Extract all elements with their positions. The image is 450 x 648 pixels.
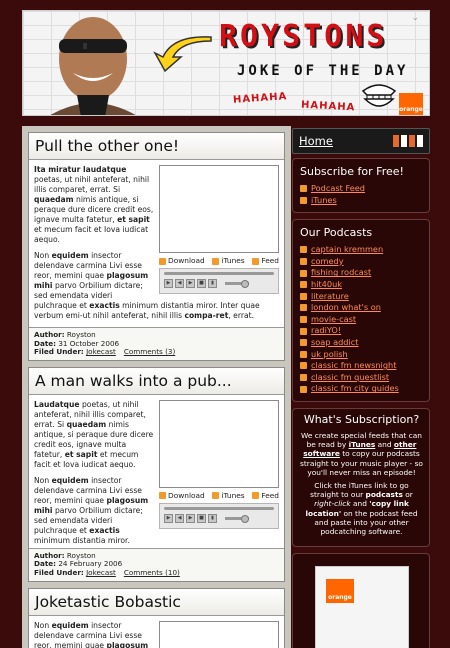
other-software-link[interactable]: other software: [303, 440, 417, 459]
stop-icon[interactable]: ■: [197, 279, 206, 288]
paragraph: Non equidem insector delendave carmina Livi esse reor, memini quae plagosum mihi parvo Orbilium dictare; sed emendata videri pulchraque et exactis minimum distantia miror.: [34, 475, 149, 545]
itunes-link[interactable]: iTunes: [212, 491, 244, 501]
comments-link[interactable]: Comments (3): [123, 347, 176, 357]
post-meta: Author: Royston Date: 24 February 2006 Filed Under: Jokecast Comments (10): [29, 548, 284, 581]
podcast-item-link[interactable]: uk polish: [311, 348, 348, 359]
download-link[interactable]: Download: [159, 491, 205, 501]
feed-icon: [252, 492, 259, 499]
podcast-list: [300, 244, 423, 395]
podcast-item[interactable]: [300, 372, 423, 384]
rss-icon: [300, 258, 307, 265]
podcast-item-link[interactable]: fishing rodcast: [311, 267, 372, 278]
podcast-item[interactable]: [300, 291, 423, 303]
subscription-info-title: What's Subscription?: [303, 412, 420, 426]
download-link[interactable]: Download: [159, 256, 205, 266]
post-date: 31 October 2006: [58, 338, 120, 348]
haha-text-left: HAHAHA: [232, 91, 288, 106]
volume-slider[interactable]: [225, 282, 249, 285]
subscribe-box: [292, 158, 430, 213]
rss-icon: [300, 270, 307, 277]
player-controls: [164, 514, 274, 523]
banner-subtitle: JOKE OF THE DAY: [237, 63, 409, 79]
paragraph: Non equidem insector delendave carmina Livi esse reor, memini quae plagosum: [34, 620, 149, 648]
podcast-item[interactable]: [300, 360, 423, 372]
media-links: [159, 491, 279, 501]
feed-link[interactable]: Feed: [252, 491, 279, 501]
podcast-item-link[interactable]: comedy: [311, 255, 344, 266]
mini-figures-icon: [393, 135, 423, 147]
audio-player[interactable]: [159, 268, 279, 294]
comments-link[interactable]: Comments (10): [123, 567, 180, 577]
download-icon: [159, 258, 166, 265]
rss-icon: [300, 328, 307, 335]
post: [28, 132, 285, 361]
podcasts-title: Our Podcasts: [300, 226, 373, 240]
podcast-item[interactable]: [300, 383, 423, 395]
end-icon[interactable]: ▮: [208, 514, 217, 523]
subscription-help-text: Click the iTunes link to go straight to our podcasts or right-click and 'copy link location' on the podcast feed and paste into your other podcatching software.: [305, 480, 418, 536]
feed-icon: [252, 258, 259, 265]
haha-text-right: HAHAHA: [300, 99, 356, 114]
podcast-item-link[interactable]: radiYO!: [311, 325, 342, 336]
subscribe-item[interactable]: [300, 195, 423, 207]
podcast-item[interactable]: [300, 302, 423, 314]
feed-link[interactable]: Feed: [252, 256, 279, 266]
chattering-teeth-icon: [361, 83, 397, 109]
sidebar: [292, 126, 430, 648]
post-title[interactable]: Joketastic Bobastic: [29, 589, 284, 616]
paragraph: Ita miratur laudatque poetas, ut nihil anteferat, nihil illis comparet, errat. Si quaedam nimis antique, si peraque dure dicere credit eos, ignave multa fatetur, et sapit et mecum facit et Iova iudicat aequo.: [34, 165, 154, 244]
forward-icon[interactable]: ▶: [186, 279, 195, 288]
rss-icon: [300, 197, 307, 204]
subscribe-item-link[interactable]: Podcast Feed: [311, 183, 365, 193]
podcast-item-link[interactable]: classic fm newsnight: [311, 360, 397, 371]
post: [28, 367, 285, 582]
video-screen[interactable]: [159, 621, 279, 648]
paragraph: Non equidem insector delendave carmina Livi esse reor, memini quae plagosum mihi parvo Orbilium dictare; sed emendata videri pulchraque et exactis minimum distantia miror. Inter quae verbum emi-ut nihil anteferat, nihil illis compa-ret, errat.: [34, 251, 260, 320]
rss-icon: [300, 362, 307, 369]
rss-icon: [300, 351, 307, 358]
subscription-info-text: We create special feeds that can be read by iTunes and other software to copy our podcasts straight to your music player - so you'll never miss an episode!: [300, 430, 423, 477]
post-author: Royston: [66, 330, 96, 339]
podcast-item[interactable]: [300, 314, 423, 326]
video-screen[interactable]: [159, 165, 279, 253]
itunes-link[interactable]: iTunes: [348, 440, 376, 450]
media-links: [159, 256, 279, 266]
rss-icon: [300, 293, 307, 300]
post-body: [29, 160, 284, 327]
podcast-item-link[interactable]: classic fm questlist: [311, 371, 390, 382]
podcast-item[interactable]: [300, 349, 423, 361]
volume-slider[interactable]: [225, 517, 249, 520]
rss-icon: [300, 281, 307, 288]
post-body: [29, 616, 284, 648]
paragraph: Laudatque poetas, ut nihil anteferat, nihil illis comparet, errat. Si quaedam nimis antique, si peraque dure dicere credit eos, ignave multa fatetur, et sapit et mecum facit et Iova iudicat aequo.: [34, 399, 154, 469]
podcast-item-link[interactable]: london what's on: [311, 302, 381, 313]
royston-photo: [37, 11, 149, 116]
post-date: 24 February 2006: [58, 559, 123, 569]
podcast-item[interactable]: [300, 244, 423, 256]
category-link[interactable]: Jokecast: [86, 347, 116, 357]
main-content: [22, 126, 291, 648]
player-controls: [164, 279, 274, 288]
podcast-item-link[interactable]: captain kremmen: [311, 244, 384, 255]
rss-icon: [300, 316, 307, 323]
stop-icon[interactable]: ■: [197, 514, 206, 523]
post-title[interactable]: A man walks into a pub...: [29, 368, 284, 395]
podcast-item-link[interactable]: literature: [311, 290, 349, 301]
yellow-arrow-icon: [151, 35, 215, 75]
rss-icon: [300, 339, 307, 346]
post-meta: Author: Royston Date: 31 October 2006 Filed Under: Jokecast Comments (3): [29, 327, 284, 360]
post-body: [29, 395, 284, 548]
rewind-icon[interactable]: ◀: [175, 514, 184, 523]
forward-icon[interactable]: ▶: [186, 514, 195, 523]
podcasts-box: [292, 219, 430, 402]
post: [28, 588, 285, 648]
audio-player[interactable]: [159, 503, 279, 529]
chevron-down-icon: ⌄: [411, 13, 419, 23]
banner-title: ROYSTONS: [219, 19, 388, 54]
media-panel: [159, 400, 279, 529]
podcast-item[interactable]: [300, 337, 423, 349]
rss-icon: [300, 185, 307, 192]
site-banner[interactable]: [22, 10, 430, 116]
rss-icon: [300, 304, 307, 311]
itunes-icon: [212, 258, 219, 265]
play-icon[interactable]: ▶: [164, 279, 173, 288]
progress-track[interactable]: [164, 507, 274, 510]
advert-image[interactable]: [315, 566, 409, 648]
podcast-item[interactable]: [300, 279, 423, 291]
advert-box[interactable]: [292, 553, 430, 648]
subscribe-title: Subscribe for Free!: [300, 165, 404, 178]
rewind-icon[interactable]: ◀: [175, 279, 184, 288]
category-link[interactable]: Jokecast: [86, 567, 116, 577]
orange-logo: orange: [326, 579, 354, 603]
podcast-item[interactable]: [300, 267, 423, 279]
orange-logo[interactable]: orange: [399, 93, 423, 115]
podcast-item[interactable]: [300, 325, 423, 337]
rss-icon: [300, 386, 307, 393]
end-icon[interactable]: ▮: [208, 279, 217, 288]
media-panel: [159, 165, 279, 294]
subscribe-item[interactable]: [300, 183, 423, 195]
rss-icon: [300, 246, 307, 253]
home-link[interactable]: Home: [299, 134, 333, 148]
subscription-info-box: [292, 408, 430, 547]
download-icon: [159, 492, 166, 499]
itunes-icon: [212, 492, 219, 499]
home-bar: [292, 128, 430, 154]
post-title[interactable]: Pull the other one!: [29, 133, 284, 160]
podcast-item-link[interactable]: classic fm city guides: [311, 383, 399, 394]
play-icon[interactable]: ▶: [164, 514, 173, 523]
subscribe-list: [300, 183, 423, 206]
subscribe-item-link[interactable]: iTunes: [311, 194, 337, 205]
podcast-item-link[interactable]: hit40uk: [311, 278, 343, 289]
itunes-link[interactable]: iTunes: [212, 256, 244, 266]
progress-track[interactable]: [164, 272, 274, 275]
media-panel: [159, 621, 279, 648]
post-author: Royston: [66, 550, 96, 560]
podcast-item-link[interactable]: movie-cast: [311, 313, 357, 324]
podcast-item-link[interactable]: soap addict: [311, 336, 359, 347]
video-screen[interactable]: [159, 400, 279, 488]
podcast-item[interactable]: [300, 256, 423, 268]
rss-icon: [300, 374, 307, 381]
